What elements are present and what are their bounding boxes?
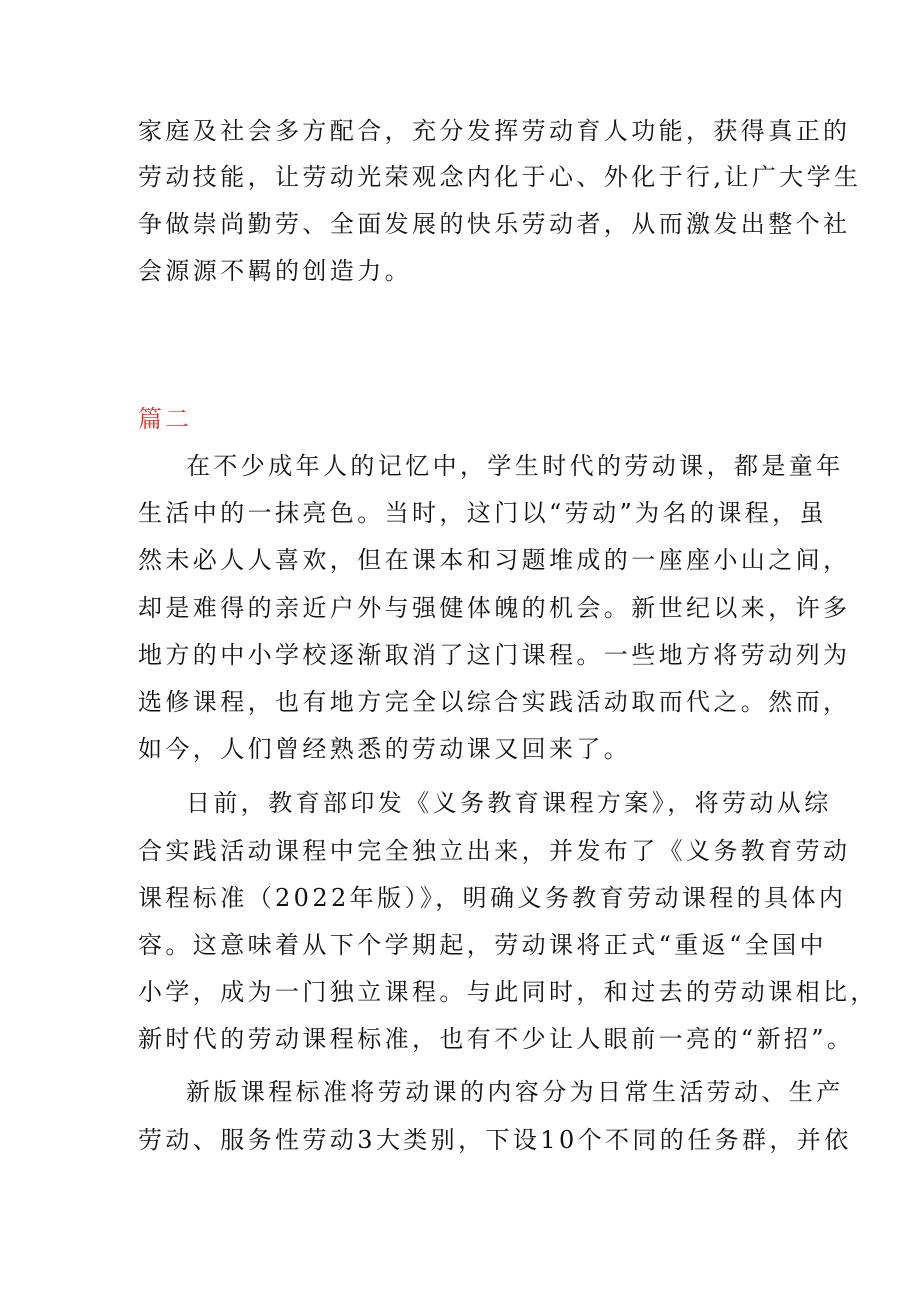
text-line: 新时代的劳动课程标准，也有不少让人眼前一亮的“新招”。 [138, 1025, 855, 1053]
text-line: 劳动、服务性劳动3大类别，下设10个不同的任务群，并依 [138, 1126, 852, 1154]
text-line: 劳动技能，让劳动光荣观念内化于心、外化于行,让广大学生 [138, 163, 862, 191]
text-line: 新版课程标准将劳动课的内容分为日常生活劳动、生产 [186, 1078, 844, 1106]
section-heading: 篇二 [138, 405, 192, 433]
text-line: 地方的中小学校逐渐取消了这门课程。一些地方将劳动列为 [138, 641, 851, 669]
text-line: 然未必人人喜欢，但在课本和习题堆成的一座座小山之间， [138, 546, 851, 574]
text-line: 会源源不羁的创造力。 [138, 257, 412, 285]
text-line: 容。这意味着从下个学期起，劳动课将正式“重返“全国中 [138, 931, 827, 959]
text-line: 日前，教育部印发《义务教育课程方案》，将劳动从综 [186, 789, 832, 817]
text-line: 合实践活动课程中完全独立出来，并发布了《义务教育劳动 [138, 837, 851, 865]
text-line: 在不少成年人的记忆中，学生时代的劳动课，都是童年 [186, 452, 844, 480]
text-line: 小学，成为一门独立课程。与此同时，和过去的劳动课相比， [138, 978, 878, 1006]
text-line: 生活中的一抹亮色。当时，这门以“劳动”为名的课程，虽 [138, 499, 827, 527]
text-line: 却是难得的亲近户外与强健体魄的机会。新世纪以来，许多 [138, 594, 851, 622]
text-line: 争做崇尚勤劳、全面发展的快乐劳动者，从而激发出整个社 [138, 210, 851, 238]
text-line: 选修课程，也有地方完全以综合实践活动取而代之。然而， [138, 688, 851, 716]
text-line: 如今，人们曾经熟悉的劳动课又回来了。 [138, 735, 632, 763]
text-line: 家庭及社会多方配合，充分发挥劳动育人功能，获得真正的 [138, 117, 851, 145]
text-line: 课程标准（2022年版）》，明确义务教育劳动课程的具体内 [138, 884, 847, 912]
